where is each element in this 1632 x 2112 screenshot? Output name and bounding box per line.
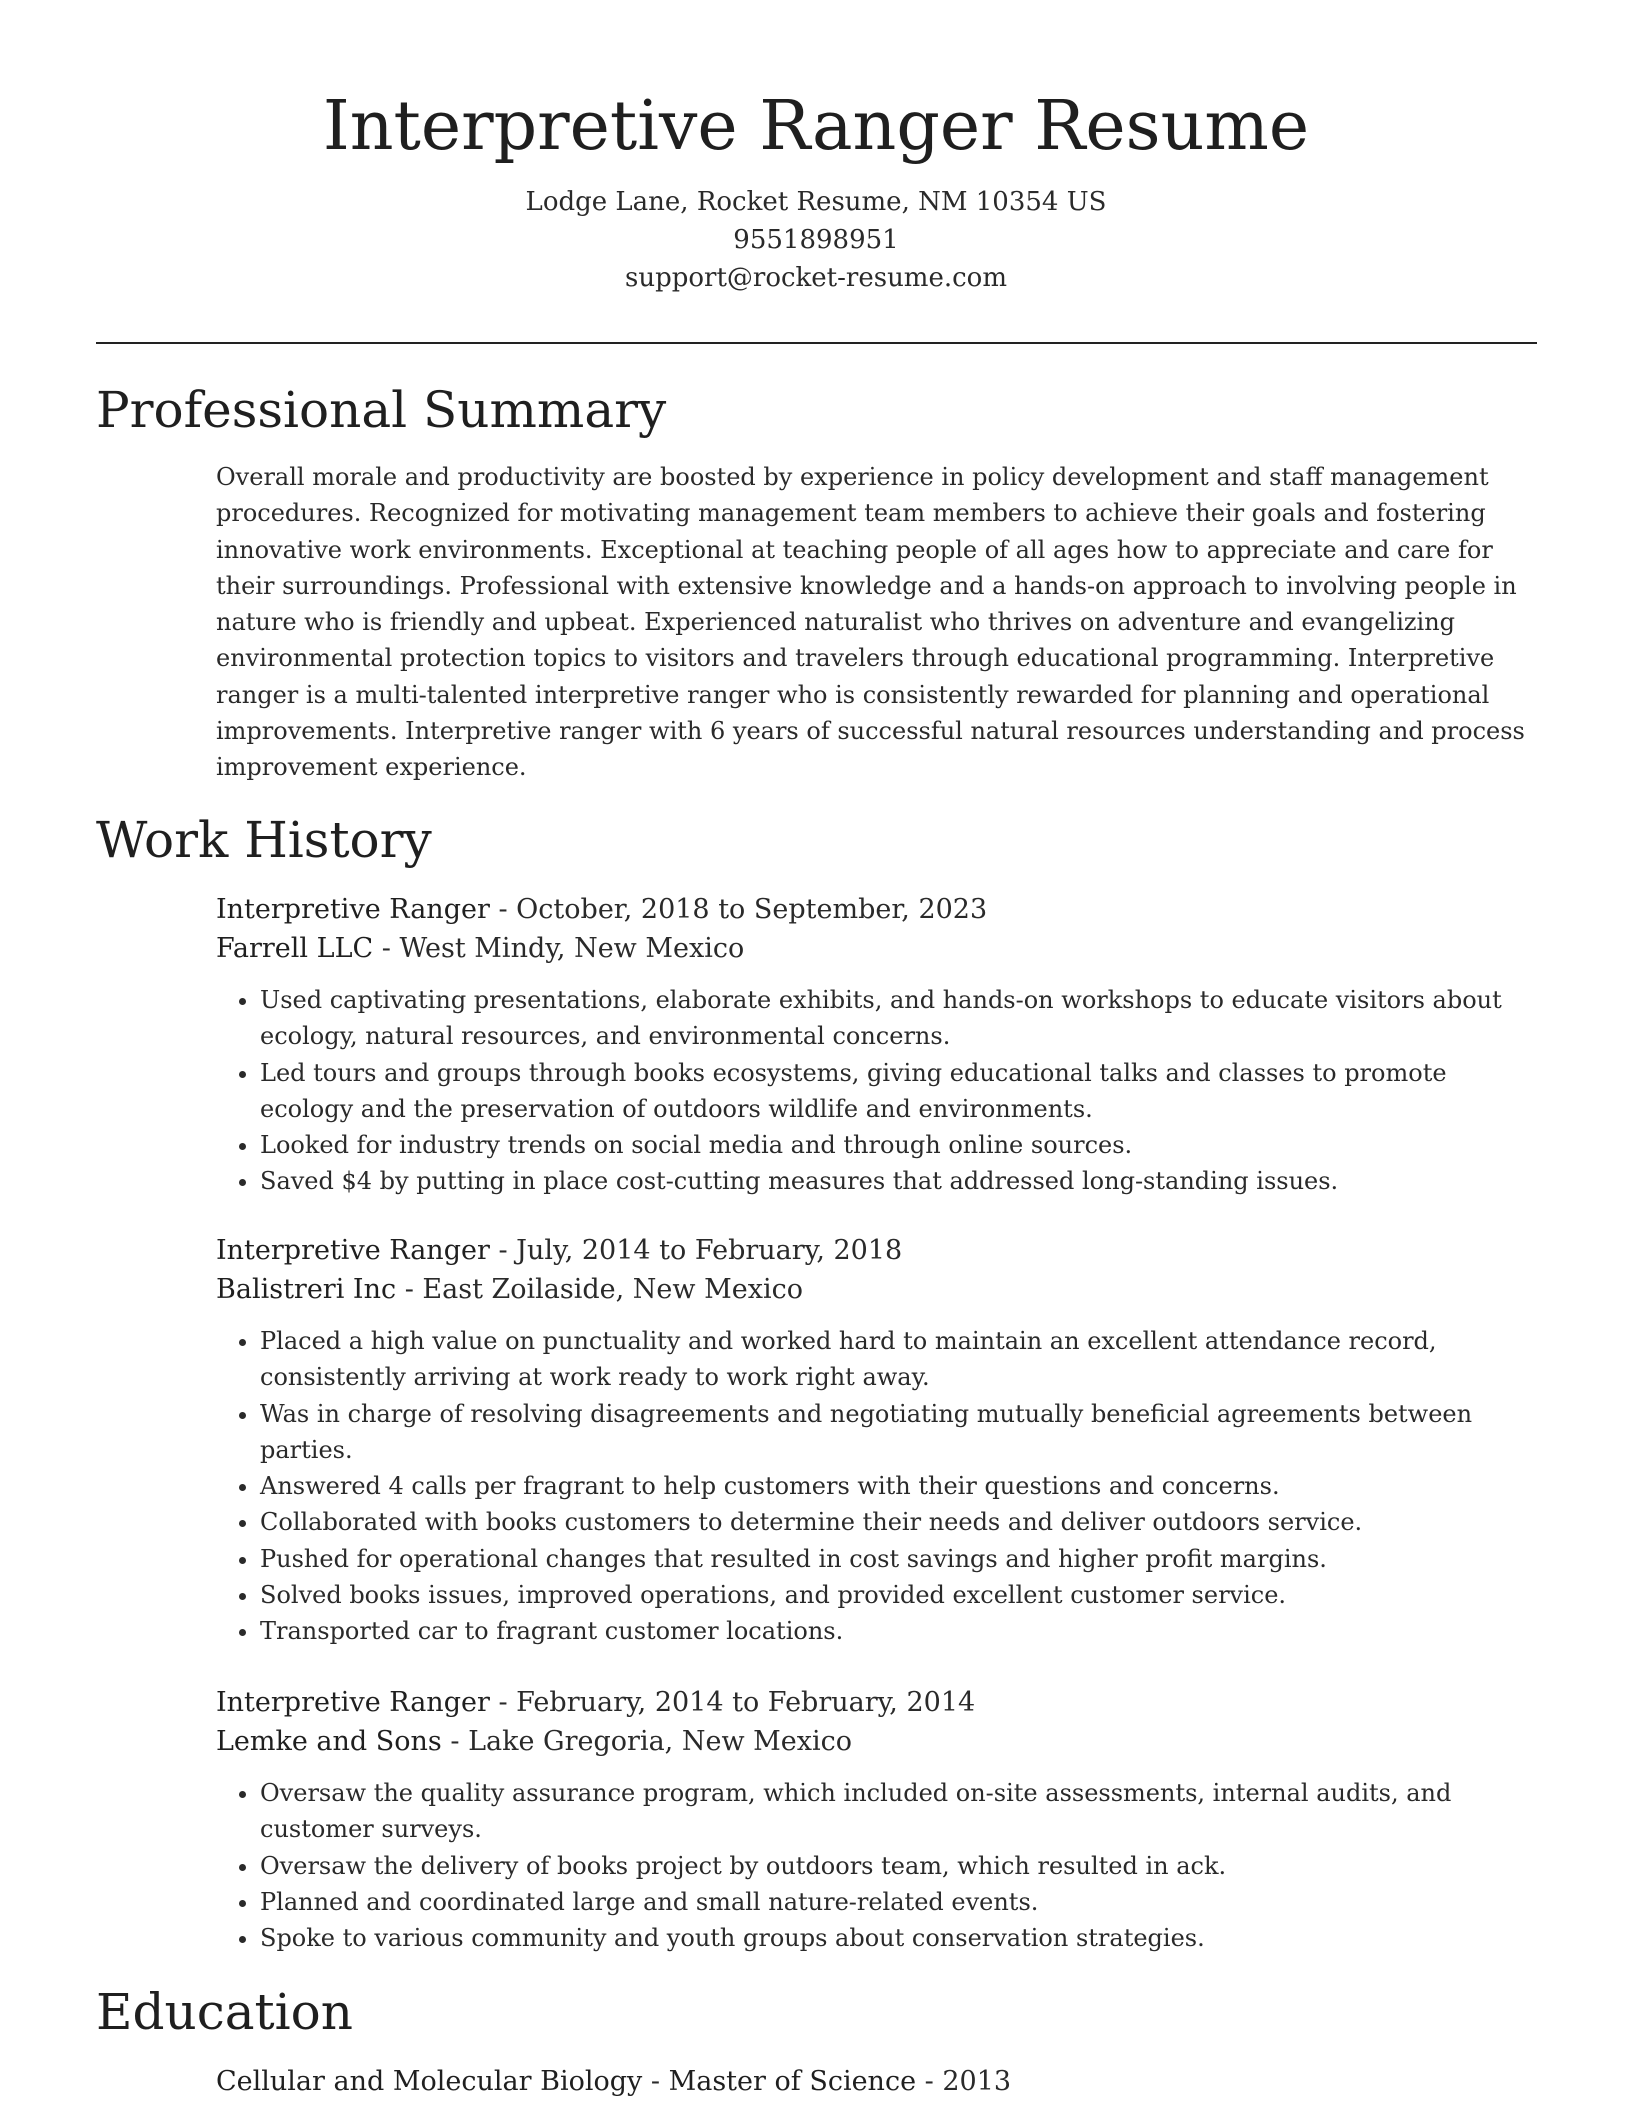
job-title: Interpretive Ranger <box>216 1235 490 1266</box>
job-dates: July, 2014 to February, 2018 <box>516 1235 903 1266</box>
job-title-line: Interpretive Ranger - February, 2014 to February, 2014 <box>216 1687 976 1718</box>
job-bullet: • Transported car to fragrant customer locations. <box>260 1613 1536 1649</box>
education-entry <box>216 2062 1536 2101</box>
job-bullet: • Planned and coordinated large and small nature-related events. <box>260 1884 1536 1920</box>
job-company-line: Farrell LLC - West Mindy, New Mexico <box>216 933 745 964</box>
job-entry <box>216 1683 1536 1956</box>
contact-phone: 9551898951 <box>733 225 899 255</box>
job-company-line: Balistreri Inc - East Zoilaside, New Mexico <box>216 1274 803 1305</box>
job-title-line: Interpretive Ranger - October, 2018 to September, 2023 <box>216 894 988 925</box>
contact-address: Lodge Lane, Rocket Resume, NM 10354 US <box>525 187 1107 217</box>
job-bullets <box>216 1323 1536 1650</box>
job-bullet: • Led tours and groups through books ecosystems, giving educational talks and classes to promote ecology and the preservation of outdoors wildlife and environments. <box>260 1055 1536 1128</box>
job-bullet: • Answered 4 calls per fragrant to help customers with their questions and concerns. <box>260 1468 1536 1504</box>
job-bullets <box>216 982 1536 1200</box>
job-bullet: • Oversaw the quality assurance program, which included on-site assessments, internal audits, and customer surveys. <box>260 1775 1536 1848</box>
job-bullet: • Used captivating presentations, elaborate exhibits, and hands-on workshops to educate visitors about ecology, natural resources, and environmental concerns. <box>260 982 1536 1055</box>
job-title: Interpretive Ranger <box>216 1687 490 1718</box>
contact-email: support@rocket-resume.com <box>624 263 1007 293</box>
job-bullet: • Placed a high value on punctuality and worked hard to maintain an excellent attendance record, consistently arriving at work ready to work right away. <box>260 1323 1536 1396</box>
education-year: 2013 <box>942 2066 1012 2097</box>
header-divider <box>96 342 1537 344</box>
job-bullet: • Oversaw the delivery of books project by outdoors team, which resulted in ack. <box>260 1848 1536 1884</box>
job-bullets <box>216 1775 1536 1956</box>
job-dates: October, 2018 to September, 2023 <box>516 894 988 925</box>
summary-text: Overall morale and productivity are boosted by experience in policy development and staff management procedures. Recognized for motivating management team members to achieve their goals and fostering innovative work environments. Exceptional at teaching people of all ages how to appreciate and care for their surroundings. Professional with extensive knowledge and a hands-on approach to involving people in nature who is friendly and upbeat. Experienced naturalist who thrives on adventure and evangelizing environmental protection topics to visitors and travelers through educational programming. Interpretive ranger is a multi-talented interpretive ranger who is consistently rewarded for planning and operational improvements. Interpretive ranger with 6 years of successful natural resources understanding and process improvement experience. <box>216 463 1525 782</box>
job-dates: February, 2014 to February, 2014 <box>516 1687 976 1718</box>
resume-header <box>0 82 1632 297</box>
job-location: West Mindy, New Mexico <box>399 933 745 964</box>
education-heading: Education <box>96 1983 353 2041</box>
job-bullet: • Collaborated with books customers to determine their needs and deliver outdoors service. <box>260 1504 1536 1540</box>
job-company: Balistreri Inc <box>216 1274 397 1305</box>
summary-heading: Professional Summary <box>96 381 667 439</box>
page-title: Interpretive Ranger Resume <box>322 87 1310 166</box>
job-company: Lemke and Sons <box>216 1726 442 1757</box>
job-bullet: • Pushed for operational changes that resulted in cost savings and higher profit margins. <box>260 1541 1536 1577</box>
contact-block <box>0 183 1632 297</box>
education-field: Cellular and Molecular Biology <box>216 2066 643 2097</box>
job-title: Interpretive Ranger <box>216 894 490 925</box>
job-bullet: • Solved books issues, improved operations, and provided excellent customer service. <box>260 1577 1536 1613</box>
job-company: Farrell LLC <box>216 933 374 964</box>
education-line: Cellular and Molecular Biology - Master of Science - 2013 <box>216 2066 1012 2097</box>
job-bullet: • Was in charge of resolving disagreements and negotiating mutually beneficial agreements between parties. <box>260 1396 1536 1469</box>
job-bullet: • Spoke to various community and youth groups about conservation strategies. <box>260 1920 1536 1956</box>
job-title-line: Interpretive Ranger - July, 2014 to February, 2018 <box>216 1235 903 1266</box>
job-bullet: • Looked for industry trends on social media and through online sources. <box>260 1127 1536 1163</box>
job-bullet: • Saved $4 by putting in place cost-cutting measures that addressed long-standing issues. <box>260 1163 1536 1199</box>
work-history-heading: Work History <box>96 811 432 869</box>
job-location: East Zoilaside, New Mexico <box>422 1274 803 1305</box>
job-entry <box>216 890 1536 1200</box>
education-degree: Master of Science <box>668 2066 917 2097</box>
job-company-line: Lemke and Sons - Lake Gregoria, New Mexico <box>216 1726 852 1757</box>
job-entry <box>216 1231 1536 1650</box>
job-location: Lake Gregoria, New Mexico <box>468 1726 852 1757</box>
